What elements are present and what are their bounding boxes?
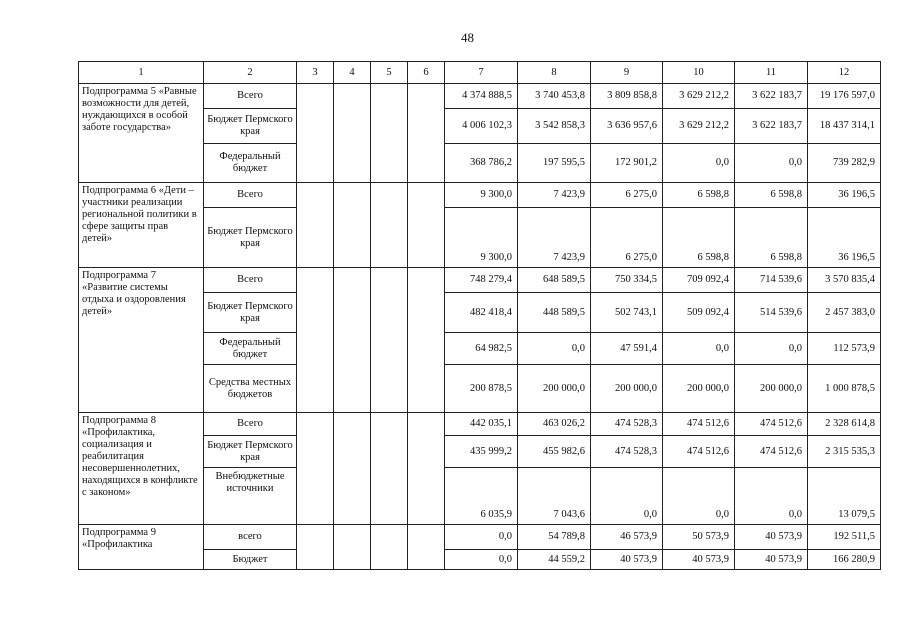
value-cell: 18 437 314,1	[808, 109, 881, 144]
value-cell: 0,0	[735, 333, 808, 365]
value-cell: 474 528,3	[591, 413, 663, 436]
value-cell: 192 511,5	[808, 525, 881, 550]
value-cell: 6 598,8	[663, 183, 735, 208]
empty-cell	[334, 268, 371, 413]
funding-source-cell: Всего	[204, 268, 297, 293]
value-cell: 2 457 383,0	[808, 293, 881, 333]
value-cell: 200 878,5	[445, 365, 518, 413]
program-name-cell: Подпрограмма 7 «Развитие системы отдыха и оздоровления детей»	[79, 268, 204, 413]
value-cell: 40 573,9	[735, 550, 808, 570]
value-cell: 6 598,8	[735, 208, 808, 268]
value-cell: 463 026,2	[518, 413, 591, 436]
value-cell: 112 573,9	[808, 333, 881, 365]
funding-source-cell: Средства местных бюджетов	[204, 365, 297, 413]
value-cell: 2 315 535,3	[808, 436, 881, 468]
value-cell: 40 573,9	[591, 550, 663, 570]
funding-source-cell: Всего	[204, 183, 297, 208]
value-cell: 648 589,5	[518, 268, 591, 293]
value-cell: 3 629 212,2	[663, 109, 735, 144]
value-cell: 3 542 858,3	[518, 109, 591, 144]
funding-source-cell: всего	[204, 525, 297, 550]
value-cell: 502 743,1	[591, 293, 663, 333]
column-header: 8	[518, 62, 591, 84]
empty-cell	[297, 413, 334, 525]
value-cell: 368 786,2	[445, 144, 518, 183]
value-cell: 0,0	[591, 468, 663, 525]
empty-cell	[371, 268, 408, 413]
funding-source-cell: Бюджет	[204, 550, 297, 570]
value-cell: 46 573,9	[591, 525, 663, 550]
column-header: 9	[591, 62, 663, 84]
value-cell: 3 570 835,4	[808, 268, 881, 293]
value-cell: 0,0	[735, 144, 808, 183]
value-cell: 7 043,6	[518, 468, 591, 525]
value-cell: 3 629 212,2	[663, 84, 735, 109]
table-row	[79, 84, 881, 109]
funding-source-cell: Всего	[204, 413, 297, 436]
value-cell: 0,0	[663, 468, 735, 525]
value-cell: 197 595,5	[518, 144, 591, 183]
column-header: 6	[408, 62, 445, 84]
empty-cell	[334, 525, 371, 570]
empty-cell	[371, 525, 408, 570]
value-cell: 3 622 183,7	[735, 84, 808, 109]
value-cell: 4 006 102,3	[445, 109, 518, 144]
value-cell: 64 982,5	[445, 333, 518, 365]
table-row	[79, 413, 881, 436]
empty-cell	[334, 183, 371, 268]
value-cell: 166 280,9	[808, 550, 881, 570]
value-cell: 172 901,2	[591, 144, 663, 183]
value-cell: 19 176 597,0	[808, 84, 881, 109]
table-row	[79, 525, 881, 550]
value-cell: 200 000,0	[518, 365, 591, 413]
value-cell: 474 512,6	[663, 413, 735, 436]
program-name-cell: Подпрограмма 6 «Дети – участники реализации региональной политики в сфере защиты прав детей»	[79, 183, 204, 268]
funding-source-cell: Бюджет Пермского края	[204, 208, 297, 268]
value-cell: 4 374 888,5	[445, 84, 518, 109]
value-cell: 474 528,3	[591, 436, 663, 468]
budget-table	[78, 61, 881, 570]
value-cell: 2 328 614,8	[808, 413, 881, 436]
empty-cell	[408, 183, 445, 268]
program-name-cell: Подпрограмма 8 «Профилактика, социализация и реабилитация несовершеннолетних, находящихся в конфликте с законом»	[79, 413, 204, 525]
value-cell: 6 598,8	[735, 183, 808, 208]
value-cell: 9 300,0	[445, 208, 518, 268]
value-cell: 40 573,9	[663, 550, 735, 570]
value-cell: 3 809 858,8	[591, 84, 663, 109]
value-cell: 435 999,2	[445, 436, 518, 468]
funding-source-cell: Бюджет Пермского края	[204, 436, 297, 468]
column-header: 10	[663, 62, 735, 84]
empty-cell	[297, 84, 334, 183]
value-cell: 7 423,9	[518, 183, 591, 208]
value-cell: 0,0	[663, 144, 735, 183]
empty-cell	[297, 183, 334, 268]
funding-source-cell: Внебюджетные источники	[204, 468, 297, 525]
value-cell: 448 589,5	[518, 293, 591, 333]
value-cell: 0,0	[663, 333, 735, 365]
empty-cell	[297, 525, 334, 570]
value-cell: 455 982,6	[518, 436, 591, 468]
value-cell: 50 573,9	[663, 525, 735, 550]
value-cell: 54 789,8	[518, 525, 591, 550]
value-cell: 200 000,0	[735, 365, 808, 413]
value-cell: 0,0	[518, 333, 591, 365]
value-cell: 748 279,4	[445, 268, 518, 293]
value-cell: 7 423,9	[518, 208, 591, 268]
value-cell: 709 092,4	[663, 268, 735, 293]
value-cell: 514 539,6	[735, 293, 808, 333]
empty-cell	[371, 413, 408, 525]
value-cell: 474 512,6	[735, 413, 808, 436]
column-header: 1	[79, 62, 204, 84]
column-header: 7	[445, 62, 518, 84]
value-cell: 40 573,9	[735, 525, 808, 550]
funding-source-cell: Федеральный бюджет	[204, 144, 297, 183]
value-cell: 0,0	[445, 550, 518, 570]
value-cell: 474 512,6	[663, 436, 735, 468]
value-cell: 739 282,9	[808, 144, 881, 183]
empty-cell	[408, 413, 445, 525]
value-cell: 482 418,4	[445, 293, 518, 333]
value-cell: 13 079,5	[808, 468, 881, 525]
empty-cell	[334, 84, 371, 183]
value-cell: 6 275,0	[591, 183, 663, 208]
value-cell: 474 512,6	[735, 436, 808, 468]
value-cell: 6 598,8	[663, 208, 735, 268]
table-row	[79, 268, 881, 293]
value-cell: 44 559,2	[518, 550, 591, 570]
value-cell: 200 000,0	[663, 365, 735, 413]
empty-cell	[334, 413, 371, 525]
value-cell: 714 539,6	[735, 268, 808, 293]
header-row	[79, 62, 881, 84]
empty-cell	[371, 183, 408, 268]
funding-source-cell: Всего	[204, 84, 297, 109]
value-cell: 6 035,9	[445, 468, 518, 525]
funding-source-cell: Федеральный бюджет	[204, 333, 297, 365]
funding-source-cell: Бюджет Пермского края	[204, 109, 297, 144]
empty-cell	[408, 84, 445, 183]
value-cell: 1 000 878,5	[808, 365, 881, 413]
column-header: 12	[808, 62, 881, 84]
value-cell: 200 000,0	[591, 365, 663, 413]
value-cell: 0,0	[735, 468, 808, 525]
column-header: 3	[297, 62, 334, 84]
value-cell: 3 740 453,8	[518, 84, 591, 109]
empty-cell	[408, 525, 445, 570]
value-cell: 3 636 957,6	[591, 109, 663, 144]
page-number: 48	[461, 30, 474, 45]
value-cell: 36 196,5	[808, 183, 881, 208]
column-header: 5	[371, 62, 408, 84]
value-cell: 47 591,4	[591, 333, 663, 365]
program-name-cell: Подпрограмма 5 «Равные возможности для детей, нуждающихся в особой заботе государства»	[79, 84, 204, 183]
empty-cell	[408, 268, 445, 413]
empty-cell	[371, 84, 408, 183]
table-row	[79, 183, 881, 208]
column-header: 4	[334, 62, 371, 84]
value-cell: 9 300,0	[445, 183, 518, 208]
value-cell: 0,0	[445, 525, 518, 550]
value-cell: 750 334,5	[591, 268, 663, 293]
funding-source-cell: Бюджет Пермского края	[204, 293, 297, 333]
value-cell: 3 622 183,7	[735, 109, 808, 144]
column-header: 11	[735, 62, 808, 84]
empty-cell	[297, 268, 334, 413]
column-header: 2	[204, 62, 297, 84]
value-cell: 442 035,1	[445, 413, 518, 436]
value-cell: 509 092,4	[663, 293, 735, 333]
value-cell: 6 275,0	[591, 208, 663, 268]
value-cell: 36 196,5	[808, 208, 881, 268]
program-name-cell: Подпрограмма 9 «Профилактика	[79, 525, 204, 570]
table-body	[79, 62, 881, 570]
